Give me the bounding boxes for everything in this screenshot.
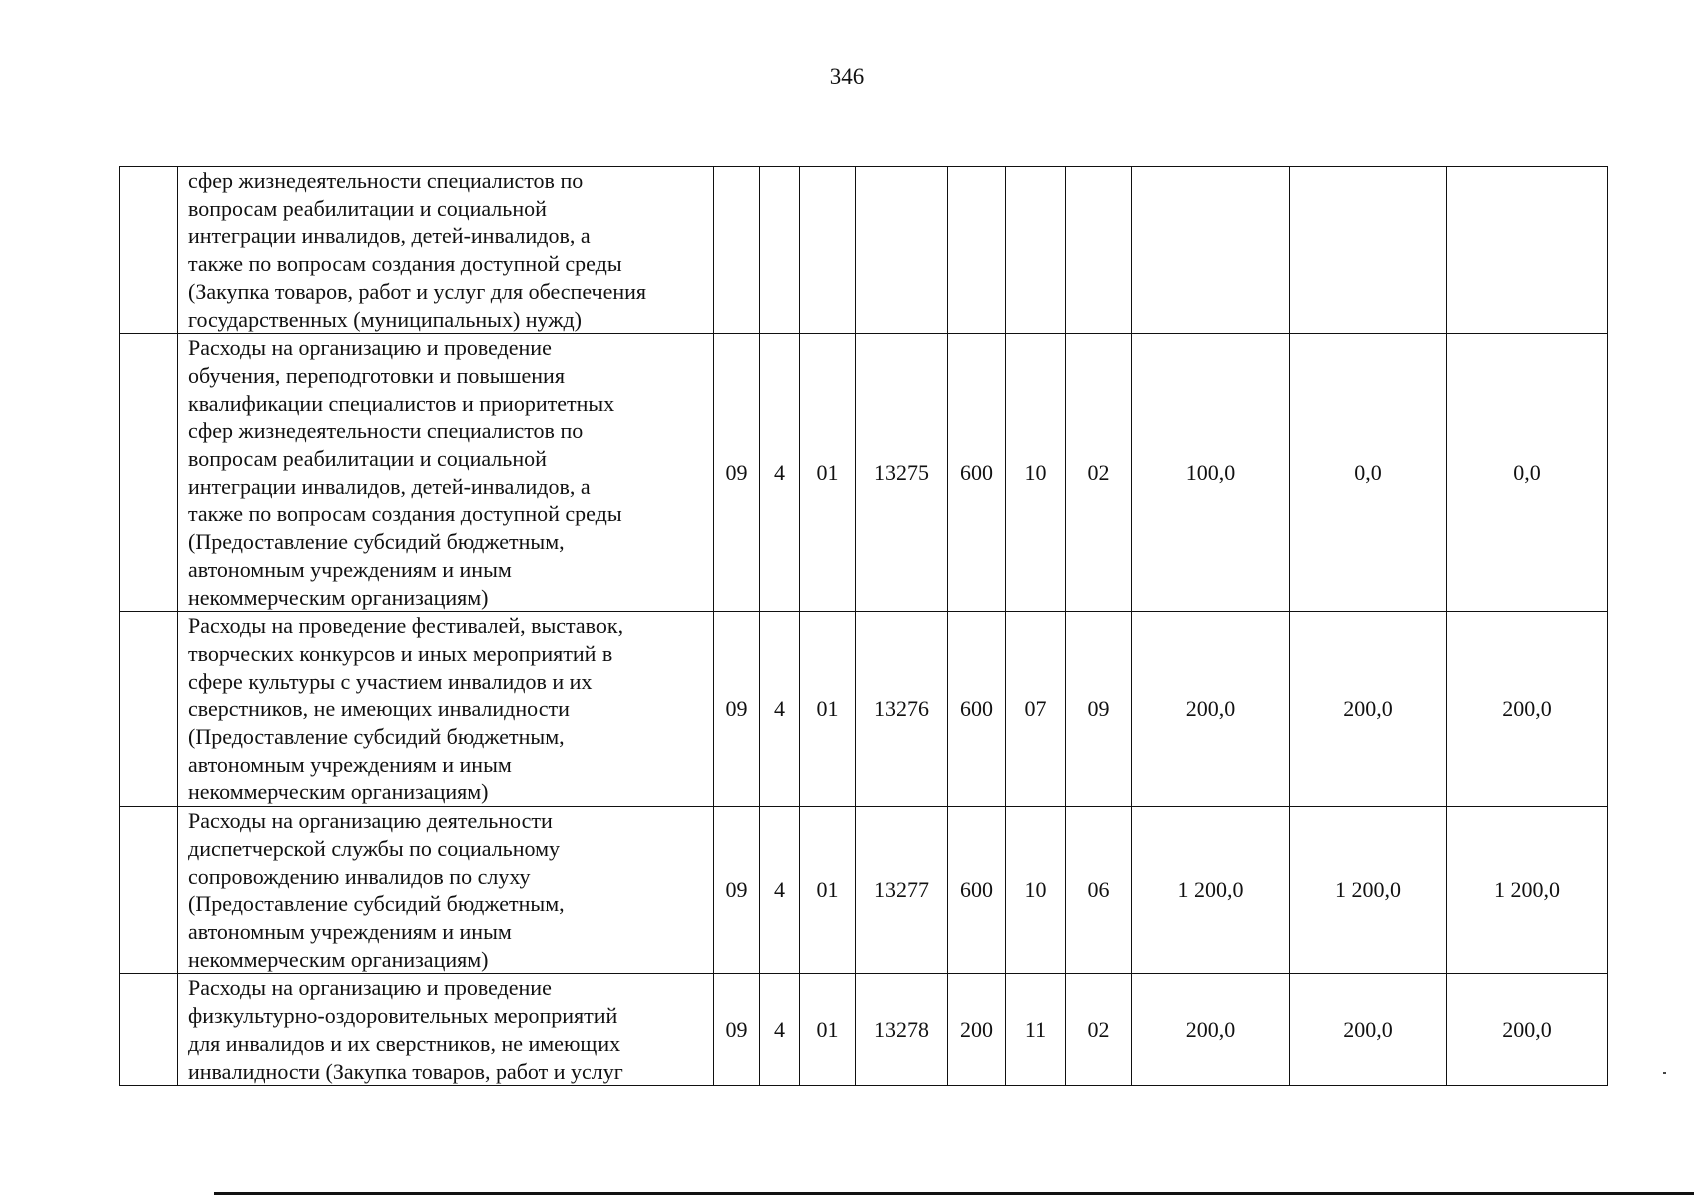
description-line: Расходы на организацию деятельности bbox=[188, 808, 553, 834]
table-row bbox=[120, 612, 1608, 807]
section-cell: 11 bbox=[1006, 974, 1066, 1086]
description-line: (Предоставление субсидий бюджетным, bbox=[188, 724, 565, 750]
code-cell: 13278 bbox=[856, 974, 948, 1086]
subprogram-cell: 4 bbox=[760, 334, 800, 612]
amount-1-cell: 100,0 bbox=[1132, 334, 1290, 612]
row-number-cell bbox=[120, 807, 178, 974]
description-line: автономным учреждениям и иным bbox=[188, 556, 512, 582]
description-line: автономным учреждениям и иным bbox=[188, 751, 512, 777]
description-line: вопросам реабилитации и социальной bbox=[188, 195, 547, 221]
description-cell bbox=[178, 167, 714, 334]
subsection-cell: 02 bbox=[1066, 334, 1132, 612]
amount-2-cell: 0,0 bbox=[1290, 334, 1447, 612]
description-line: Расходы на проведение фестивалей, выставок, bbox=[188, 613, 624, 639]
program-cell: 09 bbox=[714, 334, 760, 612]
description-line: сверстников, не имеющих инвалидности bbox=[188, 696, 570, 722]
section-cell bbox=[1006, 167, 1066, 334]
description-line: также по вопросам создания доступной среды bbox=[188, 251, 622, 277]
subprogram-cell: 4 bbox=[760, 974, 800, 1086]
amount-1-cell: 200,0 bbox=[1132, 974, 1290, 1086]
subprogram-cell: 4 bbox=[760, 612, 800, 807]
amount-3-cell: 1 200,0 bbox=[1447, 807, 1608, 974]
expense-type-cell: 600 bbox=[948, 612, 1006, 807]
amount-2-cell: 200,0 bbox=[1290, 612, 1447, 807]
description-cell bbox=[178, 612, 714, 807]
subprogram-cell: 4 bbox=[760, 807, 800, 974]
description-line: сфер жизнедеятельности специалистов по bbox=[188, 418, 584, 444]
description-line: Расходы на организацию и проведение bbox=[188, 335, 552, 361]
subsection-cell: 06 bbox=[1066, 807, 1132, 974]
row-number-cell bbox=[120, 612, 178, 807]
amount-3-cell: 200,0 bbox=[1447, 974, 1608, 1086]
description-line: (Закупка товаров, работ и услуг для обеспечения bbox=[188, 278, 647, 304]
amount-1-cell: 1 200,0 bbox=[1132, 807, 1290, 974]
direction-cell: 01 bbox=[800, 334, 856, 612]
subprogram-cell bbox=[760, 167, 800, 334]
description-line: (Предоставление субсидий бюджетным, bbox=[188, 529, 565, 555]
scan-speck bbox=[1663, 1072, 1666, 1074]
description-line: интеграции инвалидов, детей-инвалидов, а bbox=[188, 223, 591, 249]
page-number: 346 bbox=[829, 64, 865, 89]
description-line: сфере культуры с участием инвалидов и их bbox=[188, 668, 593, 694]
section-cell: 10 bbox=[1006, 807, 1066, 974]
row-number-cell bbox=[120, 974, 178, 1086]
description-cell bbox=[178, 974, 714, 1086]
expense-type-cell: 600 bbox=[948, 334, 1006, 612]
description-line: некоммерческим организациям) bbox=[188, 946, 489, 972]
amount-3-cell: 0,0 bbox=[1447, 334, 1608, 612]
description-line: государственных (муниципальных) нужд) bbox=[188, 306, 582, 332]
row-number-cell bbox=[120, 334, 178, 612]
description-line: интеграции инвалидов, детей-инвалидов, а bbox=[188, 473, 591, 499]
description-line: автономным учреждениям и иным bbox=[188, 918, 512, 944]
expense-type-cell: 200 bbox=[948, 974, 1006, 1086]
section-cell: 10 bbox=[1006, 334, 1066, 612]
amount-3-cell bbox=[1447, 167, 1608, 334]
code-cell: 13275 bbox=[856, 334, 948, 612]
program-cell bbox=[714, 167, 760, 334]
program-cell: 09 bbox=[714, 612, 760, 807]
description-line: инвалидности (Закупка товаров, работ и услуг bbox=[188, 1058, 623, 1084]
subsection-cell bbox=[1066, 167, 1132, 334]
amount-2-cell: 1 200,0 bbox=[1290, 807, 1447, 974]
description-line: сопровождению инвалидов по слуху bbox=[188, 863, 531, 889]
amount-2-cell: 200,0 bbox=[1290, 974, 1447, 1086]
row-number-cell bbox=[120, 167, 178, 334]
amount-1-cell bbox=[1132, 167, 1290, 334]
expense-type-cell: 600 bbox=[948, 807, 1006, 974]
description-cell bbox=[178, 807, 714, 974]
code-cell: 13277 bbox=[856, 807, 948, 974]
description-line: некоммерческим организациям) bbox=[188, 584, 489, 610]
description-line: квалификации специалистов и приоритетных bbox=[188, 390, 615, 416]
description-line: некоммерческим организациям) bbox=[188, 779, 489, 805]
description-line: обучения, переподготовки и повышения bbox=[188, 362, 565, 388]
amount-2-cell bbox=[1290, 167, 1447, 334]
direction-cell: 01 bbox=[800, 612, 856, 807]
description-line: также по вопросам создания доступной среды bbox=[188, 501, 622, 527]
amount-3-cell: 200,0 bbox=[1447, 612, 1608, 807]
budget-table-body bbox=[120, 167, 1608, 1086]
direction-cell: 01 bbox=[800, 974, 856, 1086]
table-row bbox=[120, 334, 1608, 612]
bottom-rule bbox=[214, 1192, 1694, 1195]
description-cell bbox=[178, 334, 714, 612]
table-row bbox=[120, 167, 1608, 334]
description-line: (Предоставление субсидий бюджетным, bbox=[188, 891, 565, 917]
description-line: вопросам реабилитации и социальной bbox=[188, 446, 547, 472]
description-line: диспетчерской службы по социальному bbox=[188, 835, 560, 861]
program-cell: 09 bbox=[714, 974, 760, 1086]
description-line: физкультурно-оздоровительных мероприятий bbox=[188, 1003, 618, 1029]
section-cell: 07 bbox=[1006, 612, 1066, 807]
code-cell: 13276 bbox=[856, 612, 948, 807]
expense-type-cell bbox=[948, 167, 1006, 334]
table-row bbox=[120, 807, 1608, 974]
description-line: сфер жизнедеятельности специалистов по bbox=[188, 168, 584, 193]
description-line: творческих конкурсов и иных мероприятий в bbox=[188, 640, 613, 666]
code-cell bbox=[856, 167, 948, 334]
subsection-cell: 09 bbox=[1066, 612, 1132, 807]
direction-cell: 01 bbox=[800, 807, 856, 974]
subsection-cell: 02 bbox=[1066, 974, 1132, 1086]
description-line: Расходы на организацию и проведение bbox=[188, 975, 552, 1001]
budget-table bbox=[119, 166, 1608, 1086]
direction-cell bbox=[800, 167, 856, 334]
table-row bbox=[120, 974, 1608, 1086]
description-line: для инвалидов и их сверстников, не имеющих bbox=[188, 1030, 621, 1056]
amount-1-cell: 200,0 bbox=[1132, 612, 1290, 807]
program-cell: 09 bbox=[714, 807, 760, 974]
